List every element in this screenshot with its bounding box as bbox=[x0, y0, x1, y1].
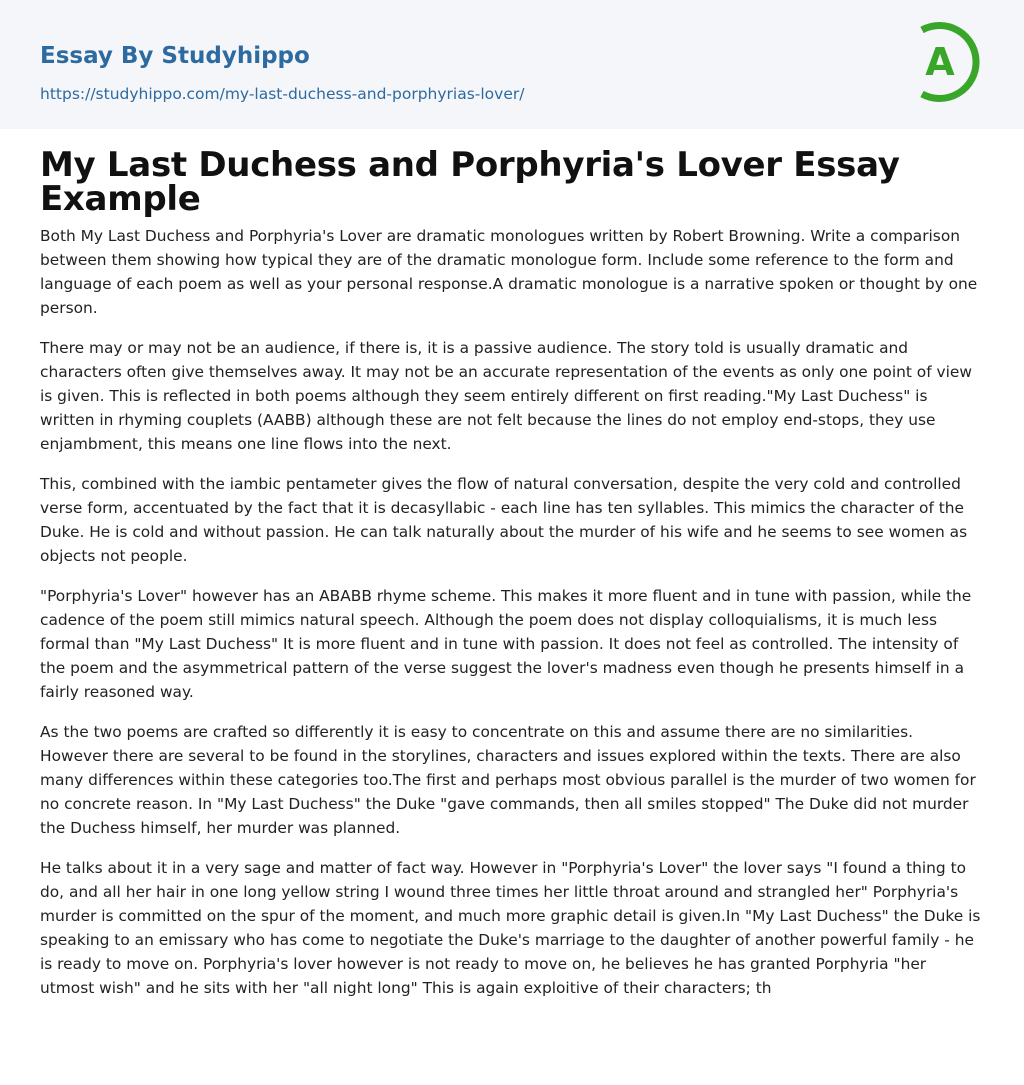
essay-paragraph-1: Both My Last Duchess and Porphyria's Lover are dramatic monologues written by Robert Browning. Write a comparison between them showing how typical they are of the dramatic monologue form. Include some reference to the form and language of each poem as well as your personal response.A dramatic monologue is a narrative spoken or thought by one person. bbox=[40, 227, 978, 317]
essay-paragraph-5: As the two poems are crafted so differently it is easy to concentrate on this and assume there are no similarities. However there are several to be found in the storylines, characters and issues explored within the texts. There are also many differences within these categories too.The first and perhaps most obvious parallel is the murder of two women for no concrete reason. In "My Last Duchess" the Duke "gave commands, then all smiles stopped" The Duke did not murder the Duchess himself, her murder was planned. bbox=[40, 723, 976, 837]
essay-paragraph-6: He talks about it in a very sage and matter of fact way. However in "Porphyria's Lover" the lover says "I found a thing to do, and all her hair in one long yellow string I wound three times her little throat around and strangled her" Porphyria's murder is committed on the spur of the moment, and much more graphic detail is given.In "My Last Duchess" the Duke is speaking to an emissary who has come to negotiate the Duke's marriage to the daughter of another powerful family - he is ready to move on. Porphyria's lover however is not ready to move on, he believes he has granted Porphyria "her utmost wish" and he sits with her "all night long" This is again exploitive of their characters; th bbox=[40, 859, 981, 997]
site-title[interactable]: Essay By Studyhippo bbox=[40, 43, 310, 69]
studyhippo-logo-icon[interactable] bbox=[910, 18, 988, 106]
logo-letter: A bbox=[925, 40, 955, 84]
article bbox=[40, 145, 984, 1016]
site-header bbox=[0, 0, 1024, 129]
essay-paragraph-3: This, combined with the iambic pentameter gives the flow of natural conversation, despite the very cold and controlled verse form, accentuated by the fact that it is decasyllabic - each line has ten syllables. This mimics the character of the Duke. He is cold and without passion. He can talk naturally about the murder of his wife and he seems to see women as objects not people. bbox=[40, 475, 968, 565]
essay-paragraph-2: There may or may not be an audience, if there is, it is a passive audience. The story told is usually dramatic and characters often give themselves away. It may not be an accurate representation of the events as only one point of view is given. This is reflected in both poems although they seem entirely different on first reading."My Last Duchess" is written in rhyming couplets (AABB) although these are not felt because the lines do not employ end-stops, they use enjambment, this means one line flows into the next. bbox=[40, 339, 972, 453]
page-title: My Last Duchess and Porphyria's Lover Essay Example bbox=[40, 145, 900, 219]
source-url-link[interactable]: https://studyhippo.com/my-last-duchess-and-porphyrias-lover/ bbox=[40, 85, 525, 103]
essay-paragraph-4: "Porphyria's Lover" however has an ABABB rhyme scheme. This makes it more fluent and in tune with passion, while the cadence of the poem still mimics natural speech. Although the poem does not display colloquialisms, it is much less formal than "My Last Duchess" It is more fluent and in tune with passion. It does not feel as controlled. The intensity of the poem and the asymmetrical pattern of the verse suggest the lover's madness even though he presents himself in a fairly reasoned way. bbox=[40, 587, 972, 701]
